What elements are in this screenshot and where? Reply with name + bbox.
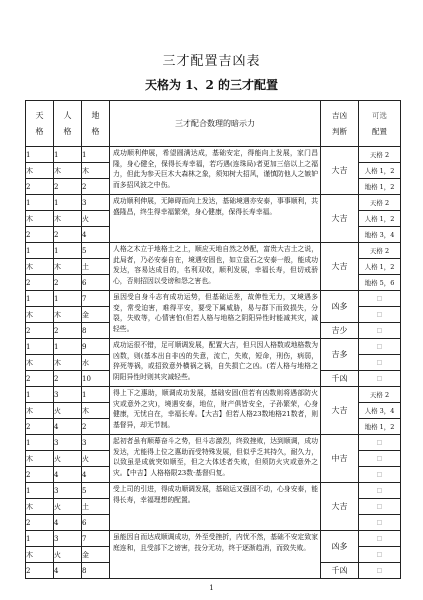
option-cell: 地格 1，2: [359, 179, 401, 195]
tian-ge-cell: 木: [26, 499, 54, 515]
description-cell: [110, 291, 321, 339]
ren-ge-cell: 4: [54, 419, 82, 435]
table-row: [26, 435, 401, 451]
header-di-ge: [82, 101, 110, 147]
tian-ge-cell: 2: [26, 563, 54, 579]
tian-ge-cell: 1: [26, 435, 54, 451]
ren-ge-cell: 2: [54, 179, 82, 195]
table-row: [26, 483, 401, 499]
ren-ge-cell: 1: [54, 339, 82, 355]
option-cell: □: [359, 499, 401, 515]
judgment-label: 吉多: [331, 350, 348, 359]
tian-ge-cell: 2: [26, 515, 54, 531]
table-row: [26, 147, 401, 163]
ren-ge-cell: 火: [54, 547, 82, 563]
di-ge-cell: 金: [82, 547, 110, 563]
ren-ge-cell: 3: [54, 531, 82, 547]
judgment-label: 千凶: [331, 374, 348, 383]
option-cell: 地格 1，2: [359, 419, 401, 435]
di-ge-cell: 3: [82, 195, 110, 211]
tian-ge-cell: 1: [26, 531, 54, 547]
judgment-cell: [321, 483, 359, 531]
judgment-label: 中吉: [331, 454, 348, 463]
ren-ge-cell: 火: [54, 499, 82, 515]
tian-ge-cell: 木: [26, 355, 54, 371]
ren-ge-cell: 2: [54, 323, 82, 339]
tian-ge-cell: 木: [26, 403, 54, 419]
table-row: [26, 339, 401, 355]
tian-ge-cell: 2: [26, 467, 54, 483]
option-cell: 人格 3，4: [359, 403, 401, 419]
option-cell: 地格 5，6: [359, 275, 401, 291]
ren-ge-cell: 木: [54, 355, 82, 371]
description-cell: [110, 531, 321, 579]
header-tian-ge: [26, 101, 54, 147]
judgment-label: 凶多: [331, 542, 348, 551]
tian-ge-cell: 1: [26, 387, 54, 403]
di-ge-cell: 4: [82, 227, 110, 243]
header-label: 吉凶: [332, 110, 347, 120]
judgment-cell: [321, 339, 359, 371]
header-label: 可选: [372, 110, 387, 120]
sancai-table: [25, 100, 401, 579]
option-cell: □: [359, 339, 401, 355]
description-cell: [110, 387, 321, 435]
option-cell: 地格 3，4: [359, 227, 401, 243]
di-ge-cell: 5: [82, 243, 110, 259]
page-number: 1: [209, 584, 214, 592]
description-text: 成功顺利伸展，无障碍而向上发达，基础境遇亦安泰，事事顺利，共盛隆昌，终生得幸福繁荣，身心健康，保得长寿幸福。: [113, 197, 318, 216]
option-cell: □: [359, 547, 401, 563]
option-cell: 天格 2: [359, 195, 401, 211]
di-ge-cell: 木: [82, 163, 110, 179]
di-ge-cell: 2: [82, 419, 110, 435]
option-cell: 人格 1，2: [359, 211, 401, 227]
header-label: 配置: [372, 126, 387, 136]
judgment-label: 千凶: [331, 566, 348, 575]
option-cell: □: [359, 307, 401, 323]
di-ge-cell: 金: [82, 307, 110, 323]
di-ge-cell: 1: [82, 387, 110, 403]
description-cell: [110, 339, 321, 387]
description-text: 成功运很不错，足可顺调发展，配置大吉，但只因人格数或地格数为凶数，则(基本出自非凶的失意，流亡，失败，短命，刑伤，病弱，猝死等祸，或招致意外横祸之祸，自失损亡之凶。(若人格与地格之阴阳异性时则其灾减轻些。: [113, 341, 318, 381]
di-ge-cell: 土: [82, 499, 110, 515]
tian-ge-cell: 2: [26, 419, 54, 435]
tian-ge-cell: 木: [26, 547, 54, 563]
header-label: 格: [35, 126, 44, 136]
option-cell: □: [359, 371, 401, 387]
di-ge-cell: 9: [82, 339, 110, 355]
option-cell: □: [359, 451, 401, 467]
option-cell: □: [359, 467, 401, 483]
page-subtitle: 天格为 1、2 的三才配置: [144, 78, 279, 92]
option-cell: 天格 2: [359, 387, 401, 403]
description-cell: [110, 483, 321, 531]
judgment-cell: [321, 323, 359, 339]
di-ge-cell: 7: [82, 531, 110, 547]
di-ge-cell: 水: [82, 355, 110, 371]
option-cell: □: [359, 355, 401, 371]
di-ge-cell: 3: [82, 435, 110, 451]
description-text: 虽因受自身斗志有成功运势，但基础运差，故伸性无力，又境遇多变，常受迫害，难得平安，要受下属威胁，易与群下而致损失，分裂，失败等，心情害怕(但若人格与地格之阴阳异性时能减其灾，减轻些。: [113, 293, 318, 333]
option-cell: □: [359, 483, 401, 499]
di-ge-cell: 8: [82, 563, 110, 579]
header-label: 地: [91, 110, 100, 120]
ren-ge-cell: 3: [54, 435, 82, 451]
option-cell: □: [359, 435, 401, 451]
ren-ge-cell: 木: [54, 163, 82, 179]
ren-ge-cell: 木: [54, 211, 82, 227]
tian-ge-cell: 1: [26, 291, 54, 307]
judgment-cell: [321, 435, 359, 483]
ren-ge-cell: 3: [54, 483, 82, 499]
header-options: [359, 101, 401, 147]
tian-ge-cell: 木: [26, 259, 54, 275]
tian-ge-cell: 1: [26, 483, 54, 499]
option-cell: 人格 1，2: [359, 259, 401, 275]
tian-ge-cell: 2: [26, 227, 54, 243]
tian-ge-cell: 木: [26, 211, 54, 227]
ren-ge-cell: 4: [54, 515, 82, 531]
judgment-label: 大吉: [331, 406, 348, 415]
di-ge-cell: 火: [82, 211, 110, 227]
description-text: 起初者虽有顺幕奋斗之势，但斗志激烈，终致挫败，达到顺调，成功发达，尤能得上位之惠助而受特殊发展，但似乎乏其持久，耐久力，以致虽是成就突如顺至，但之大体述者失败，但须防火灾或意外之灾。【中吉】人格格限23数·基督归复。: [113, 437, 318, 477]
table-header-row: [26, 101, 401, 147]
ren-ge-cell: 1: [54, 147, 82, 163]
di-ge-cell: 火: [82, 451, 110, 467]
description-text: 受上司的引进，得成功顺调发展，基础运又强固不动，心身安泰，能得长寿，幸福理想的配置。: [113, 485, 318, 504]
di-ge-cell: 土: [82, 259, 110, 275]
page-title: 三才配置吉凶表: [162, 54, 261, 69]
di-ge-cell: 10: [82, 371, 110, 387]
di-ge-cell: 4: [82, 467, 110, 483]
di-ge-cell: 2: [82, 179, 110, 195]
judgment-cell: [321, 387, 359, 435]
header-description: 三才配合数理的暗示力: [110, 101, 321, 147]
ren-ge-cell: 火: [54, 451, 82, 467]
ren-ge-cell: 3: [54, 387, 82, 403]
judgment-label: 大吉: [331, 502, 348, 511]
tian-ge-cell: 1: [26, 339, 54, 355]
description-text: 虽能因自而达成顺调成功，外至受挫折，内忧不然，基础不安定致家庭连和，且受部下之谤害，技分无功，终于逐渐趋消，而致失败。: [113, 533, 318, 552]
option-cell: 天格 2: [359, 147, 401, 163]
tian-ge-cell: 木: [26, 163, 54, 179]
header-label: 判断: [332, 126, 347, 136]
di-ge-cell: 木: [82, 403, 110, 419]
tian-ge-cell: 1: [26, 243, 54, 259]
header-label: 人: [63, 110, 72, 120]
di-ge-cell: 1: [82, 147, 110, 163]
tian-ge-cell: 2: [26, 275, 54, 291]
description-cell: [110, 243, 321, 291]
judgment-label: 吉少: [331, 326, 348, 335]
tian-ge-cell: 木: [26, 451, 54, 467]
di-ge-cell: 5: [82, 483, 110, 499]
option-cell: □: [359, 291, 401, 307]
table-row: [26, 291, 401, 307]
judgment-label: 大吉: [331, 214, 348, 223]
ren-ge-cell: 木: [54, 259, 82, 275]
option-cell: □: [359, 515, 401, 531]
tian-ge-cell: 2: [26, 179, 54, 195]
ren-ge-cell: 4: [54, 467, 82, 483]
tian-ge-cell: 2: [26, 371, 54, 387]
tian-ge-cell: 1: [26, 195, 54, 211]
tian-ge-cell: 2: [26, 323, 54, 339]
ren-ge-cell: 2: [54, 227, 82, 243]
table-row: [26, 531, 401, 547]
description-text: 人格之木立于地格土之上，顺应天地自然之妙配，富贵大吉土之说，此局者，乃必安泰自在，境遇安固也，如立盘石之安泰一般，能成功发达，容易达成目的，名利双收，顺利发展，幸福长寿，但切戒骄心，否则招因以受谤和怨之害也。: [113, 245, 318, 285]
ren-ge-cell: 2: [54, 275, 82, 291]
ren-ge-cell: 2: [54, 371, 82, 387]
option-cell: 天格 2: [359, 243, 401, 259]
judgment-cell: [321, 291, 359, 323]
table-body: [26, 147, 401, 579]
description-cell: [110, 435, 321, 483]
judgment-cell: [321, 147, 359, 195]
ren-ge-cell: 4: [54, 563, 82, 579]
ren-ge-cell: 火: [54, 403, 82, 419]
table-row: [26, 195, 401, 211]
di-ge-cell: 6: [82, 515, 110, 531]
tian-ge-cell: 木: [26, 307, 54, 323]
tian-ge-cell: 1: [26, 147, 54, 163]
ren-ge-cell: 木: [54, 307, 82, 323]
judgment-label: 大吉: [331, 166, 348, 175]
header-label: 格: [63, 126, 72, 136]
judgment-cell: [321, 563, 359, 579]
judgment-cell: [321, 195, 359, 243]
ren-ge-cell: 1: [54, 195, 82, 211]
header-label: 格: [91, 126, 100, 136]
judgment-cell: [321, 371, 359, 387]
table-row: [26, 387, 401, 403]
judgment-label: 凶多: [331, 302, 348, 311]
judgment-cell: [321, 243, 359, 291]
header-ren-ge: [54, 101, 82, 147]
option-cell: □: [359, 323, 401, 339]
table-row: [26, 243, 401, 259]
di-ge-cell: 6: [82, 275, 110, 291]
option-cell: □: [359, 563, 401, 579]
option-cell: □: [359, 531, 401, 547]
description-cell: [110, 195, 321, 243]
ren-ge-cell: 1: [54, 291, 82, 307]
ren-ge-cell: 1: [54, 243, 82, 259]
judgment-cell: [321, 531, 359, 563]
di-ge-cell: 7: [82, 291, 110, 307]
option-cell: 人格 1，2: [359, 163, 401, 179]
header-label: 天: [35, 110, 44, 120]
description-text: 成功顺利伸展，希望圆满达成，基础安定，得能向上发展，家门昌隆，身心健全，保得长寿幸福，若巧遇(连珠局)者更加三倍以上之福力，但此为参天巨木大森林之象，须知树大招风，谨慎防他人之嫉妒而多招风波之中伤。: [113, 149, 318, 189]
header-judgment: [321, 101, 359, 147]
description-text: 得上下之惠助，顺调成功发展，基础安固(但若有凶数则将遇部防火灾或意外之灾)，境遇安泰，地位，财产俱皆安全，子孙繁荣，心身健康，无忧自在，幸福长寿。【大吉】但若人格23数地格21数者，则基督异，却无节制。: [113, 389, 318, 429]
judgment-label: 大吉: [331, 262, 348, 271]
description-cell: [110, 147, 321, 195]
di-ge-cell: 8: [82, 323, 110, 339]
